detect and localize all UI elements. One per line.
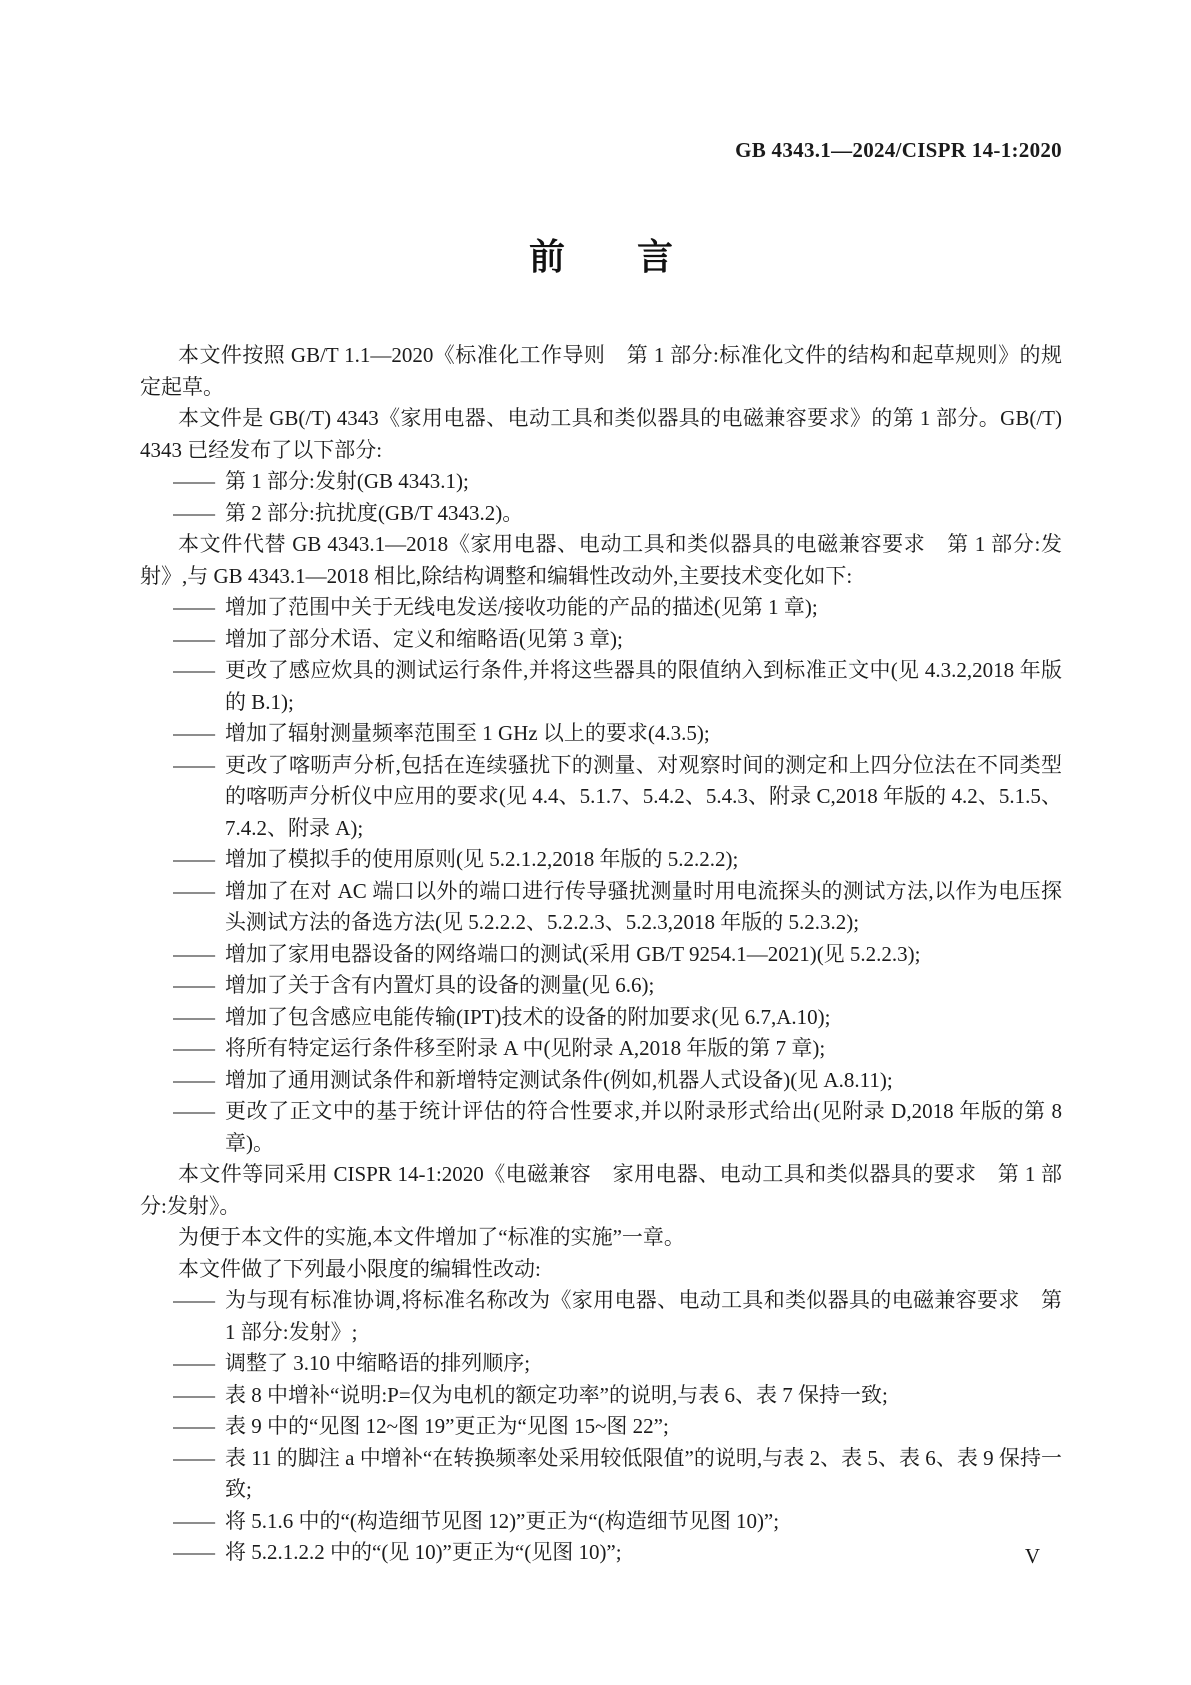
list-dash: —— — [173, 626, 215, 651]
change-list-item — [140, 939, 1062, 971]
change-list-item — [140, 970, 1062, 1002]
change-list-item — [140, 1443, 1062, 1506]
page-title: 前 言 — [528, 236, 673, 277]
list-dash: —— — [173, 878, 215, 903]
list-item-text: 将 5.2.1.2.2 中的“(见 10)”更正为“(见图 10)”; — [225, 1540, 622, 1564]
change-list-item — [140, 1002, 1062, 1034]
standard-number-header: GB 4343.1—2024/CISPR 14-1:2020 — [735, 138, 1062, 162]
list-dash: —— — [173, 1351, 215, 1375]
list-dash: —— — [173, 1036, 215, 1060]
change-list-item — [140, 498, 1062, 530]
list-dash: —— — [173, 973, 215, 997]
foreword-body — [140, 340, 1062, 1569]
list-dash: —— — [173, 1099, 215, 1123]
paragraph: 为便于本文件的实施,本文件增加了“标准的实施”一章。 — [178, 1225, 685, 1249]
list-item-text: 第 1 部分:发射(GB 4343.1); — [225, 469, 469, 493]
list-item-text: 增加了通用测试条件和新增特定测试条件(例如,机器人式设备)(见 A.8.11); — [225, 1067, 893, 1092]
change-list-item — [140, 1285, 1062, 1348]
list-dash: —— — [173, 752, 215, 777]
list-item-text: 增加了包含感应电能传输(IPT)技术的设备的附加要求(见 6.7,A.10); — [225, 1004, 831, 1029]
list-item-text: 更改了感应炊具的测试运行条件,并将这些器具的限值纳入到标准正文中(见 4.3.2,2018 年版的 B.1); — [225, 658, 1062, 714]
list-dash: —— — [173, 595, 215, 619]
paragraph: 本文件按照 GB/T 1.1—2020《标准化工作导则 第 1 部分:标准化文件的结构和起草规则》的规定起草。 — [140, 343, 1062, 399]
list-item-text: 第 2 部分:抗扰度(GB/T 4343.2)。 — [225, 500, 524, 525]
list-dash: —— — [173, 941, 215, 966]
list-dash: —— — [173, 1414, 215, 1438]
list-item-text: 增加了辐射测量频率范围至 1 GHz 以上的要求(4.3.5); — [225, 721, 710, 745]
list-item-text: 为与现有标准协调,将标准名称改为《家用电器、电动工具和类似器具的电磁兼容要求 第 1 部分:发射》; — [225, 1288, 1062, 1344]
paragraph: 本文件做了下列最小限度的编辑性改动: — [178, 1256, 541, 1281]
change-list-item — [140, 592, 1062, 624]
list-dash: —— — [173, 1508, 215, 1533]
change-list-item — [140, 466, 1062, 498]
list-item-text: 调整了 3.10 中缩略语的排列顺序; — [225, 1351, 531, 1375]
change-list-item — [140, 1065, 1062, 1097]
list-dash: —— — [173, 658, 215, 682]
paragraph: 本文件代替 GB 4343.1—2018《家用电器、电动工具和类似器具的电磁兼容要求 第 1 部分:发射》,与 GB 4343.1—2018 相比,除结构调整和编辑性改动外,主要技术变化如下: — [140, 532, 1062, 588]
list-item-text: 增加了模拟手的使用原则(见 5.2.1.2,2018 年版的 5.2.2.2); — [225, 847, 739, 871]
list-item-text: 增加了部分术语、定义和缩略语(见第 3 章); — [225, 626, 623, 651]
list-item-text: 增加了关于含有内置灯具的设备的测量(见 6.6); — [225, 973, 655, 997]
list-dash: —— — [173, 1004, 215, 1029]
list-dash: —— — [173, 1288, 215, 1312]
list-dash: —— — [173, 1067, 215, 1092]
change-list-item — [140, 1506, 1062, 1538]
list-item-text: 将所有特定运行条件移至附录 A 中(见附录 A,2018 年版的第 7 章); — [225, 1036, 826, 1060]
change-list-item — [140, 624, 1062, 656]
list-item-text: 更改了正文中的基于统计评估的符合性要求,并以附录形式给出(见附录 D,2018 年版的第 8 章)。 — [225, 1099, 1062, 1155]
list-dash: —— — [173, 1540, 215, 1564]
change-list-item — [140, 1380, 1062, 1412]
list-item-text: 更改了喀呖声分析,包括在连续骚扰下的测量、对观察时间的测定和上四分位法在不同类型的喀呖声分析仪中应用的要求(见 4.4、5.1.7、5.4.2、5.4.3、附录 C,2018 年版的 4.2、5.1.5、7.4.2、附录 A); — [225, 752, 1062, 840]
change-list-item — [140, 655, 1062, 718]
list-dash: —— — [173, 721, 215, 745]
list-item-text: 增加了范围中关于无线电发送/接收功能的产品的描述(见第 1 章); — [225, 595, 818, 619]
change-list-item — [140, 844, 1062, 876]
paragraph: 本文件是 GB(/T) 4343《家用电器、电动工具和类似器具的电磁兼容要求》的第 1 部分。GB(/T) 4343 已经发布了以下部分: — [140, 406, 1062, 462]
list-dash: —— — [173, 1445, 215, 1470]
change-list-item — [140, 1033, 1062, 1065]
change-list-item — [140, 876, 1062, 939]
list-dash: —— — [173, 500, 215, 525]
list-item-text: 将 5.1.6 中的“(构造细节见图 12)”更正为“(构造细节见图 10)”; — [225, 1508, 780, 1533]
change-list-item — [140, 1348, 1062, 1380]
list-dash: —— — [173, 1382, 215, 1407]
list-item-text: 表 8 中增补“说明:P=仅为电机的额定功率”的说明,与表 6、表 7 保持一致; — [225, 1382, 888, 1407]
change-list-item — [140, 750, 1062, 845]
list-item-text: 增加了家用电器设备的网络端口的测试(采用 GB/T 9254.1—2021)(见 5.2.2.3); — [225, 941, 921, 966]
list-item-text: 增加了在对 AC 端口以外的端口进行传导骚扰测量时用电流探头的测试方法,以作为电压探头测试方法的备选方法(见 5.2.2.2、5.2.2.3、5.2.3,2018 年版的 5.2.3.2); — [225, 878, 1062, 934]
list-item-text: 表 11 的脚注 a 中增补“在转换频率处采用较低限值”的说明,与表 2、表 5、表 6、表 9 保持一致; — [225, 1445, 1062, 1501]
paragraph: 本文件等同采用 CISPR 14-1:2020《电磁兼容 家用电器、电动工具和类似器具的要求 第 1 部分:发射》。 — [140, 1162, 1062, 1218]
change-list-item — [140, 1096, 1062, 1159]
change-list-item — [140, 718, 1062, 750]
page-number: V — [1024, 1544, 1040, 1568]
change-list-item — [140, 1411, 1062, 1443]
list-dash: —— — [173, 847, 215, 871]
list-dash: —— — [173, 469, 215, 493]
list-item-text: 表 9 中的“见图 12~图 19”更正为“见图 15~图 22”; — [225, 1414, 669, 1438]
